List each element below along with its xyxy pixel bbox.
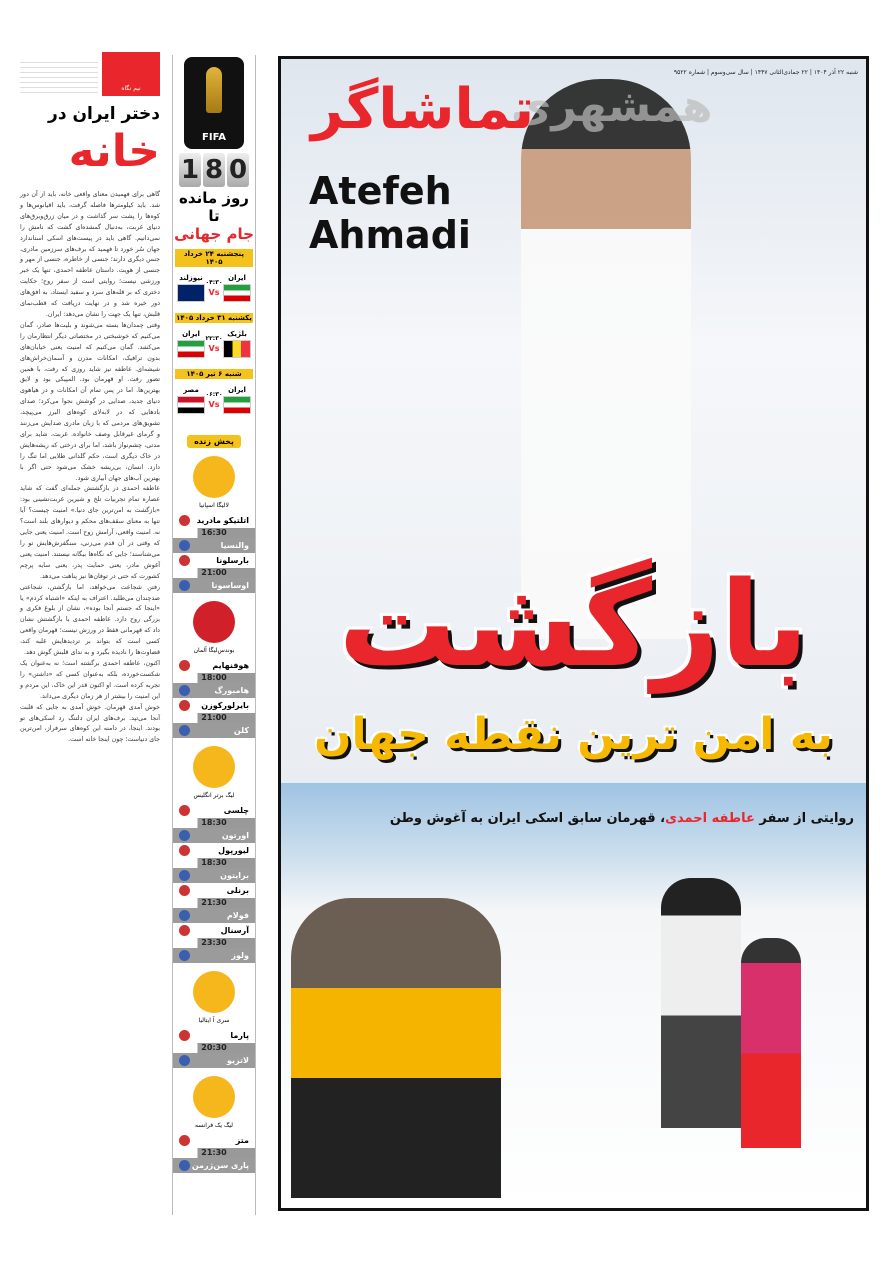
league-logo-icon (193, 456, 235, 498)
fixture-time: 21:00 (173, 568, 255, 578)
fixture-team: بایرلورکوزن (173, 698, 255, 713)
team-home: ایران (223, 386, 251, 414)
fixture-time: 23:30 (173, 938, 255, 948)
flag-icon (223, 340, 251, 358)
club-badge-icon (179, 660, 190, 671)
fixture-time: 18:00 (173, 673, 255, 683)
editorial-kicker: دختر ایران در (48, 104, 160, 124)
club-badge-icon (179, 555, 190, 566)
team-home: بلژیک (223, 330, 251, 358)
fixture-team: ولوز (173, 948, 255, 963)
flag-icon (223, 396, 251, 414)
flag-icon (223, 284, 251, 302)
league-name: لالیگا اسپانیا (199, 502, 229, 509)
countdown-digit: 8 (204, 155, 224, 185)
fixture-team: فولام (173, 908, 255, 923)
section-tag: نیم نگاه (102, 52, 160, 96)
fixture-team: برنلی (173, 883, 255, 898)
subheadline: به امن ترین نقطه جهان (314, 709, 833, 760)
match-time: ۰۶:۳۰ (205, 391, 223, 398)
league-logo-icon (193, 746, 235, 788)
vs-label: Vs (208, 288, 220, 297)
club-badge-icon (179, 1030, 190, 1041)
sports-column (172, 55, 256, 1215)
fixture-team: بارسلونا (173, 553, 255, 568)
flag-icon (177, 396, 205, 414)
fixture-time: 21:30 (173, 1148, 255, 1158)
league-block (173, 971, 255, 1068)
editorial-title: خانه (68, 126, 160, 177)
league-logo-icon (193, 601, 235, 643)
match-date: شنبه ۶ تیر ۱۴۰۵ (175, 369, 253, 379)
fixture-team: هامبورگ (173, 683, 255, 698)
club-badge-icon (179, 515, 190, 526)
paragraph: وقتی چمدان‌ها بسته می‌شوند و بلیت‌ها صادر، گمان می‌کنیم که خوشبختی در مختصاتی دیگر انتظارمان را می‌کشد. گمان می‌کنیم که امنیت یعنی خیابان‌های بدون ترافیک، امکانات مدرن و آسمان‌خراش‌های شیشه‌ای. عاطفه نیز شاید روزی که رفت، با همین تصور رفت. او قهرمان بود، المپیکی بود و لایق بهترین‌ها. اما در پس تمام آن امکانات و در هیاهوی دنیای جدید، صدایی در گوشش نجوا می‌کرد؛ صدای بادهایی که در لابه‌لای کوه‌های البرز می‌پیچد، تشویق‌های مردمی که با زبان مادری صدایش می‌زنند و گرمای غیرقابل وصف خانواده. غربت، شاید برای مدتی، چشم‌نواز باشد، اما برای درختی که ریشه‌هایش در خاک دیگری است، حکم گلدانی طلایی اما تنگ را دارد. انسان، بی‌ریشه خشک می‌شود حتی اگر با بهترین آب‌های جهان آبیاری شود. (20, 321, 160, 482)
club-badge-icon (179, 1160, 190, 1171)
vs-label: Vs (208, 344, 220, 353)
trophy-icon (206, 67, 222, 113)
fifa-world-cup-logo: FIFA (184, 57, 244, 149)
club-badge-icon (179, 870, 190, 881)
league-block (173, 746, 255, 963)
countdown-digit: 0 (228, 155, 248, 185)
match (173, 325, 255, 363)
league-name: سری آ ایتالیا (198, 1017, 230, 1024)
club-badge-icon (179, 845, 190, 856)
athlete-name: Atefeh Ahmadi (309, 169, 471, 257)
flag-icon (177, 340, 205, 358)
club-badge-icon (179, 925, 190, 936)
fixture-team: چلسی (173, 803, 255, 818)
club-badge-icon (179, 700, 190, 711)
club-badge-icon (179, 805, 190, 816)
team-away: ایران (177, 330, 205, 358)
fixture-team: اورتون (173, 828, 255, 843)
team-away: نیوزلند (177, 274, 205, 302)
league-name: بوندس‌لیگا آلمان (193, 647, 235, 654)
fixture-time: 16:30 (173, 528, 255, 538)
fixture-team: پارما (173, 1028, 255, 1043)
newspaper-logo: تماشاگر (311, 77, 535, 142)
match (173, 269, 255, 307)
fixture-team: لاتزیو (173, 1053, 255, 1068)
fixture-team: والنسیا (173, 538, 255, 553)
fixture-team: کلن (173, 723, 255, 738)
club-badge-icon (179, 830, 190, 841)
masthead-background: همشهری (511, 81, 713, 132)
club-badge-icon (179, 1055, 190, 1066)
match-time: ۲۲:۳۰ (205, 335, 223, 342)
countdown (173, 153, 255, 187)
fixture-time: 18:30 (173, 818, 255, 828)
vs-label: Vs (208, 400, 220, 409)
team-home: ایران (223, 274, 251, 302)
league-block (173, 601, 255, 738)
club-badge-icon (179, 910, 190, 921)
match-date: یکشنبه ۳۱ خرداد ۱۴۰۵ (176, 314, 252, 322)
photographer-figure (291, 898, 501, 1198)
team-away: مصر (177, 386, 205, 414)
match-date: پنجشنبه ۲۴ خرداد ۱۴۰۵ (175, 249, 253, 267)
countdown-target: جام جهانی (174, 225, 254, 243)
fixture-team: برایتون (173, 868, 255, 883)
decorative-lines (20, 58, 98, 94)
club-badge-icon (179, 580, 190, 591)
countdown-digit: 1 (180, 155, 200, 185)
match (173, 381, 255, 419)
paragraph: گاهی برای فهمیدن معنای واقعی خانه، باید از آن دور شد. باید کیلومترها فاصله گرفت، باید اقیانوس‌ها و کوه‌ها را پشت سر گذاشت و در میان زرق‌وبرق‌های دنیای غربت، به‌دنبال گمشده‌ای گشت که نامش را نمی‌دانیم. گاهی باید در پیست‌های اسکی استاندارد جهان سُر خورد تا فهمید که برف‌های سرزمین مادری، جنس دیگری دارند؛ جنسی از خاطره، جنسی از مهر و جنسی از هویت. داستان عاطفه احمدی، تنها یک خبر ورزشی نیست؛ روایتی است از سفر روح؛ حکایت دختری که بر قله‌های سرد و سفید ایستاد، به افق‌های دور خیره شد و در نهایت دریافت که قطب‌نمای قلبش، تنها یک جهت را نشان می‌دهد: ایران. (20, 191, 160, 318)
countdown-text: روز مانده تا (179, 189, 249, 225)
paragraph: رفتن شجاعت می‌خواهد، اما بازگشتن، شجاعتی صدچندان می‌طلبد. اعتراف به اینکه «اشتباه کردم» یا «اینجا که جستم آنجا بوده»، نشان از بلوغ فکری و بزرگی روح دارد. عاطفه احمدی با بازگشتش نشان داد که قهرمانی فقط در ورزش نیست؛ قهرمان واقعی کسی است که بتواند بر تردیدهایش غلبه کند، قضاوت‌ها را نادیده بگیرد و به ندای قلبش گوش دهد. (20, 583, 160, 657)
fixture-time: 21:00 (173, 713, 255, 723)
editorial-column (20, 52, 160, 1212)
paragraph: اکنون، عاطفه احمدی برگشته است؛ نه به‌عنوان یک شکست‌خورده، بلکه به‌عنوان کسی که «داشتن» را تجربه کرده است. او اکنون قدر این خاک، این مردم و این امنیت را بیشتر از هر زمان دیگری می‌داند. (20, 659, 160, 700)
match-time: ۰۴:۳۰ (205, 279, 223, 286)
league-block (173, 1076, 255, 1173)
club-badge-icon (179, 885, 190, 896)
flag-icon (177, 284, 205, 302)
fixture-time: 21:30 (173, 898, 255, 908)
live-broadcast-label: پخش زنده (187, 435, 241, 448)
league-name: لیگ برتر انگلیس (193, 792, 235, 799)
club-badge-icon (179, 725, 190, 736)
league-logo-icon (193, 1076, 235, 1118)
fixture-time: 18:30 (173, 858, 255, 868)
club-badge-icon (179, 540, 190, 551)
dateline: شنبه ۲۲ آذر ۱۴۰۴ | ۲۲ جمادی‌الثانی ۱۴۴۷ | سال سی‌وسوم | شماره ۹۵۲۲ (673, 69, 858, 76)
club-badge-icon (179, 685, 190, 696)
league-logo-icon (193, 971, 235, 1013)
fixture-time: 20:30 (173, 1043, 255, 1053)
fixture-team: پاری سن‌ژرمن (173, 1158, 255, 1173)
paragraph: خوش آمدی قهرمان. خوش آمدی به جایی که قلبت آنجا می‌تپد. برف‌های ایران دلتنگ رد اسکی‌های تو بودند. اینجا، در دامنه این کوه‌های سرفراز، امن‌ترین جای دنیاست؛ چون اینجا خانه است. (20, 703, 160, 744)
league-block (173, 456, 255, 593)
paragraph: عاطفه احمدی در بازگشتش جمله‌ای گفت که شاید عصاره تمام تجربیات تلخ و شیرین غربت‌نشینی بود: «بازگشت به امن‌ترین جای دنیا.» امنیت چیست؟ آیا تنها به معنای سقف‌های محکم و دیوارهای بلند است؟ نه. امنیت واقعی، آرامش روح است. امنیت یعنی جایی که وقتی در آن قدم می‌زنی، سنگفرش‌هایش تو را می‌شناسند؛ جایی که نگاه‌ها بیگانه نیستند. امنیت یعنی آغوش مادر، یعنی حمایت پدر، یعنی سایه پرچم کشورت که حتی در توفان‌ها نیز پناهت می‌دهد. (20, 485, 160, 580)
fixture-team: اوساسونا (173, 578, 255, 593)
fixture-team: متز (173, 1133, 255, 1148)
club-badge-icon (179, 950, 190, 961)
fixture-team: اتلتیکو مادرید (173, 513, 255, 528)
child-figure (741, 938, 801, 1148)
club-badge-icon (179, 1135, 190, 1146)
fixture-team: هوفنهایم (173, 658, 255, 673)
cover-frame (278, 56, 869, 1211)
athlete-figure (661, 878, 741, 1128)
secondary-photo-ski-slope (281, 783, 866, 1208)
fixture-team: لیورپول (173, 843, 255, 858)
main-headline: بازگشت (338, 555, 809, 693)
editorial-body (20, 190, 160, 746)
deck: روایتی از سفر عاطفه احمدی، قهرمان سابق اسکی ایران به آغوش وطن (389, 811, 854, 826)
fixture-team: آرسنال (173, 923, 255, 938)
league-name: لیگ یک فرانسه (195, 1122, 233, 1129)
